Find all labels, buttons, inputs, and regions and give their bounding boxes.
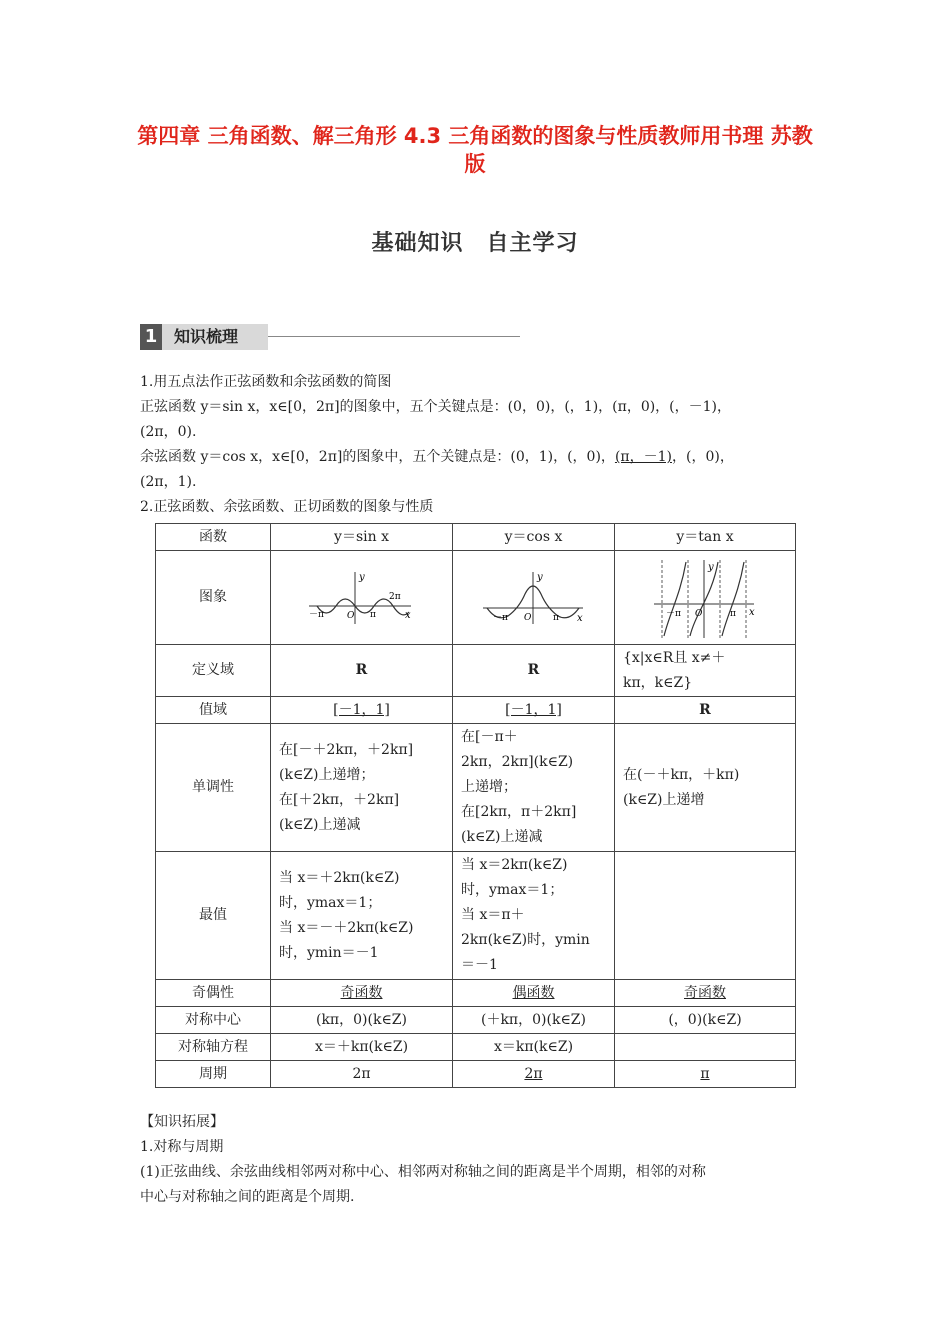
- cell-sin-domain: R: [271, 645, 453, 697]
- cos-origin-label: O: [523, 612, 531, 623]
- cell-sin-parity: [271, 980, 453, 1007]
- cos-y-label: y: [536, 571, 543, 583]
- table-row-header: [156, 524, 796, 551]
- p1-cos-line1-a: 余弦函数 y＝cos x，x∈[0，2π]的图象中，五个关键点是：(0，1)，(，0)，: [140, 449, 615, 465]
- row-label-parity: 奇偶性: [156, 980, 271, 1007]
- cell-cos-graph: [453, 551, 615, 645]
- sin-y-label: y: [358, 571, 365, 583]
- table-row-center: [156, 1007, 796, 1034]
- th-function: 函数: [156, 524, 271, 551]
- cos-mono-line2: 2kπ，2kπ](k∈Z): [461, 754, 574, 770]
- tan-period-value: π: [700, 1065, 710, 1082]
- sin-2pi-label: 2π: [388, 591, 401, 602]
- cell-sin-extremum: [271, 852, 453, 980]
- sin-x-label: x: [404, 609, 411, 621]
- cell-sin-period: 2π: [271, 1061, 453, 1088]
- row-label-range: 值域: [156, 697, 271, 724]
- ext-sub1: 1.对称与周期: [140, 1139, 224, 1155]
- sin-origin-label: O: [346, 610, 354, 621]
- cell-tan-parity: [615, 980, 796, 1007]
- cos-ext-line1: 当 x＝2kπ(k∈Z): [461, 857, 568, 873]
- cos-ext-line2: 时，ymax＝1；: [461, 882, 564, 898]
- cos-mono-line5: (k∈Z)上递减: [461, 829, 543, 845]
- cos-ext-line4: 2kπ(k∈Z)时，ymin: [461, 932, 590, 948]
- cell-tan-center: (，0)(k∈Z): [615, 1007, 796, 1034]
- cos-ext-line5: ＝－1: [461, 957, 498, 973]
- tan-branch-1: [664, 562, 686, 636]
- cos-mono-line4: 在[2kπ，π＋2kπ]: [461, 804, 577, 820]
- cos-graph: [479, 568, 589, 628]
- table-row-monotonic: [156, 724, 796, 852]
- p1-heading: 1.用五点法作正弦函数和余弦函数的简图: [140, 374, 392, 390]
- p1-sin-line1: 正弦函数 y＝sin x，x∈[0，2π]的图象中，五个关键点是：(0，0)，(，1)，(π，0)，(，－1)，: [140, 399, 732, 415]
- sin-graph: [307, 568, 417, 628]
- row-label-extremum: 最值: [156, 852, 271, 980]
- cell-tan-axis: [615, 1034, 796, 1061]
- sin-mono-line2: (k∈Z)上递增；: [279, 766, 375, 783]
- cell-sin-center: (kπ，0)(k∈Z): [271, 1007, 453, 1034]
- section-subtitle: 基础知识 自主学习: [371, 231, 579, 256]
- sin-pi-label: π: [369, 609, 376, 620]
- cos-mono-line3: 上递增；: [461, 779, 517, 795]
- properties-table: [155, 523, 796, 1088]
- ext-heading: 【知识拓展】: [140, 1114, 224, 1130]
- tan-domain-line1: {x|x∈R且 x≠＋: [623, 649, 726, 666]
- row-label-period: 周期: [156, 1061, 271, 1088]
- cell-sin-graph: [271, 551, 453, 645]
- tan-branch-3: [722, 562, 744, 636]
- ext-line2: 中心与对称轴之间的距离是个周期.: [140, 1189, 355, 1205]
- tan-neg-pi-label: －π: [666, 608, 681, 619]
- cell-cos-center: (＋kπ，0)(k∈Z): [453, 1007, 615, 1034]
- tan-domain-line2: kπ，k∈Z}: [623, 674, 693, 691]
- sin-mono-line3: 在[＋2kπ，＋2kπ]: [279, 791, 400, 808]
- tan-mono-line2: (k∈Z)上递增: [623, 791, 705, 808]
- tan-origin-label: O: [695, 608, 703, 619]
- cell-cos-extremum: [453, 852, 615, 980]
- sin-ext-line1: 当 x＝＋2kπ(k∈Z): [279, 869, 400, 886]
- cos-parity-value: 偶函数: [512, 984, 555, 1001]
- table-row-parity: [156, 980, 796, 1007]
- row-label-monotonic: 单调性: [156, 724, 271, 852]
- row-label-domain: 定义域: [156, 645, 271, 697]
- ext-line1: (1)正弦曲线、余弦曲线相邻两对称中心、相邻两对称轴之间的距离是半个周期，相邻的对称: [140, 1164, 706, 1180]
- sin-ext-line2: 时，ymax＝1；: [279, 894, 382, 911]
- cos-ext-line3: 当 x＝π＋: [461, 907, 525, 923]
- tan-mono-line1: 在(－＋kπ，＋kπ): [623, 766, 740, 783]
- row-label-center: 对称中心: [156, 1007, 271, 1034]
- table-row-domain: [156, 645, 796, 697]
- tan-pi-label: π: [730, 608, 736, 619]
- sin-ext-line4: 时，ymin＝－1: [279, 944, 379, 961]
- tan-parity-value: 奇函数: [684, 984, 726, 1001]
- table-row-extremum: [156, 852, 796, 980]
- sin-mono-line1: 在[－＋2kπ，＋2kπ]: [279, 741, 414, 758]
- section-number: 1: [140, 324, 162, 350]
- section-rule: [268, 336, 520, 337]
- document-title: 第四章 三角函数、解三角形 4.3 三角函数的图象与性质教师用书理 苏教版: [137, 124, 813, 176]
- cell-tan-graph: [615, 551, 796, 645]
- cell-cos-period: [453, 1061, 615, 1088]
- th-sin: y＝sin x: [271, 524, 453, 551]
- p1-sin-line2: (2π，0).: [140, 424, 197, 440]
- cell-cos-monotonic: [453, 724, 615, 852]
- sin-parity-value: 奇函数: [340, 984, 383, 1001]
- cos-mono-line1: 在[－π＋: [461, 729, 518, 745]
- cos-pi-label: π: [552, 612, 559, 623]
- th-tan: y＝tan x: [615, 524, 796, 551]
- cos-x-label: x: [576, 612, 583, 624]
- tan-y-label: y: [708, 561, 714, 573]
- cell-cos-parity: [453, 980, 615, 1007]
- row-label-axis: 对称轴方程: [156, 1034, 271, 1061]
- th-cos: y＝cos x: [453, 524, 615, 551]
- table-row-period: [156, 1061, 796, 1088]
- table-row-graph: [156, 551, 796, 645]
- cell-tan-domain: [615, 645, 796, 697]
- cell-sin-range: [271, 697, 453, 724]
- cell-cos-axis: x＝kπ(k∈Z): [453, 1034, 615, 1061]
- cell-tan-range: R: [615, 697, 796, 724]
- cell-tan-period: [615, 1061, 796, 1088]
- p1-cos-line1: [140, 447, 734, 467]
- sin-neg-pi-label: －π: [308, 609, 324, 620]
- cos-range-value: [－1，1]: [505, 701, 562, 718]
- cos-neg-pi-label: －π: [492, 612, 508, 623]
- cos-period-value: 2π: [524, 1065, 543, 1082]
- p1-cos-line2: (2π，1).: [140, 474, 197, 490]
- tan-x-label: x: [749, 606, 755, 618]
- p1-cos-line1-b: (π，－1): [614, 449, 672, 465]
- cell-sin-axis: x＝＋kπ(k∈Z): [271, 1034, 453, 1061]
- cell-sin-monotonic: [271, 724, 453, 852]
- cell-tan-monotonic: [615, 724, 796, 852]
- row-label-graph: 图象: [156, 551, 271, 645]
- tan-graph: [650, 556, 760, 640]
- p1-cos-line1-c: ，(，0)，: [671, 449, 734, 465]
- cell-cos-range: [453, 697, 615, 724]
- sin-ext-line3: 当 x＝－＋2kπ(k∈Z): [279, 919, 414, 936]
- cell-cos-domain: R: [453, 645, 615, 697]
- sin-range-value: [－1，1]: [333, 701, 390, 718]
- table-row-range: [156, 697, 796, 724]
- p2-heading: 2.正弦函数、余弦函数、正切函数的图象与性质: [140, 499, 434, 515]
- sin-mono-line4: (k∈Z)上递减: [279, 816, 361, 833]
- section-label: 知识梳理: [162, 324, 268, 350]
- table-row-axis: [156, 1034, 796, 1061]
- cell-tan-extremum: [615, 852, 796, 980]
